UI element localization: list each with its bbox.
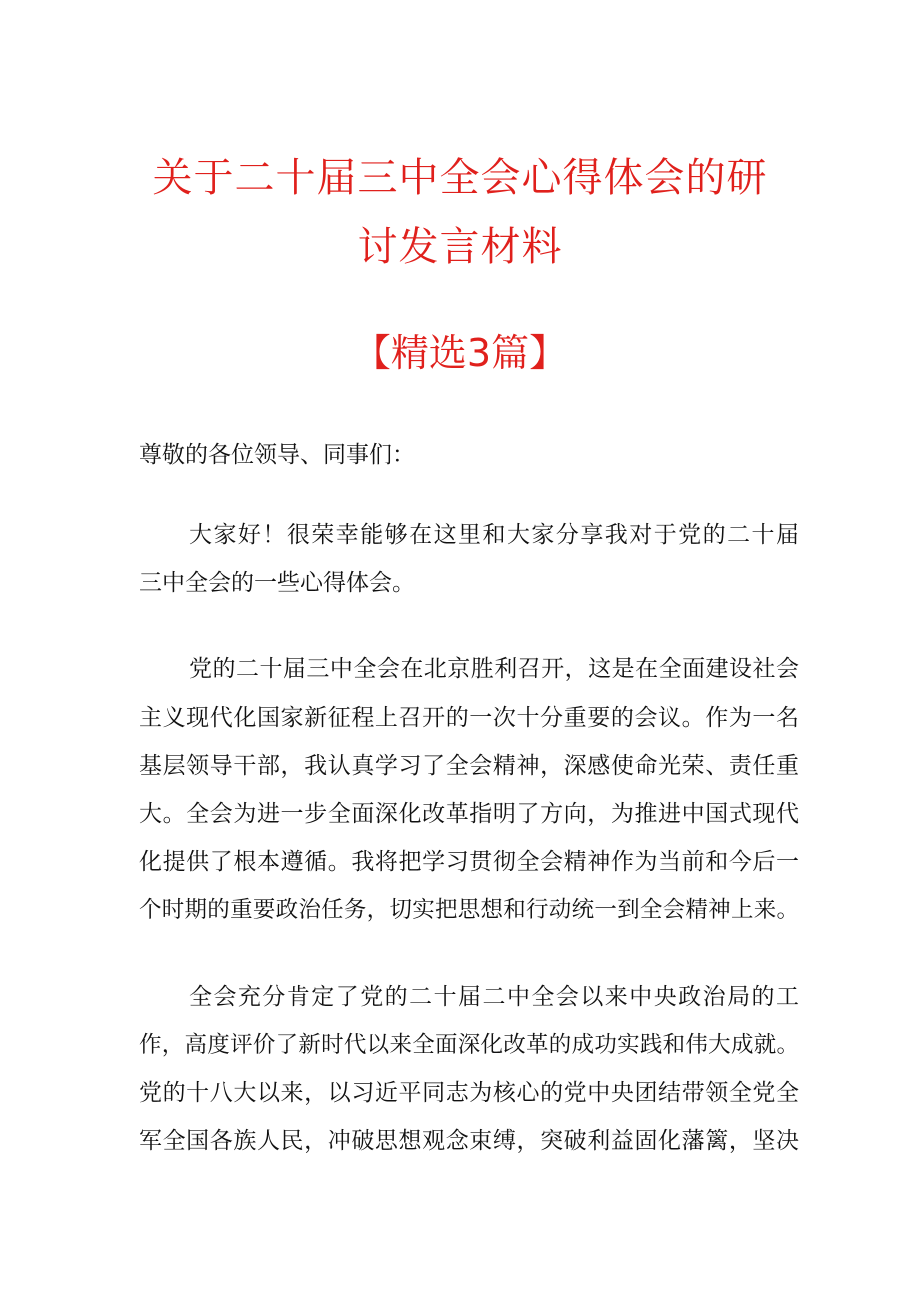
document-title-line-2: 讨发言材料 [357,224,563,270]
paragraph-2-line-6: 个时期的重要政治任务，切实把思想和行动统一到全会精神上来。 [139,897,799,923]
paragraph-2-line-2: 主义现代化国家新征程上召开的一次十分重要的会议。作为一名 [139,705,799,731]
paragraph-2-line-1: 党的二十届三中全会在北京胜利召开，这是在全面建设社会 [189,656,799,682]
paragraph-2-line-3: 基层领导干部，我认真学习了全会精神，深感使命光荣、责任重 [139,753,799,779]
paragraph-1-line-2: 三中全会的一些心得体会。 [139,570,415,596]
document-subtitle: 【精选3篇】 [352,331,568,375]
paragraph-1-line-1: 大家好！很荣幸能够在这里和大家分享我对于党的二十届 [189,522,799,548]
paragraph-3-line-1: 全会充分肯定了党的二十届二中全会以来中央政治局的工 [189,984,799,1010]
paragraph-3-line-3: 党的十八大以来，以习近平同志为核心的党中央团结带领全党全 [139,1080,799,1106]
paragraph-3-line-4: 军全国各族人民，冲破思想观念束缚，突破利益固化藩篱，坚决 [139,1128,799,1154]
salutation-line: 尊敬的各位领导、同事们： [139,442,415,468]
paragraph-2-line-5: 化提供了根本遵循。我将把学习贯彻全会精神作为当前和今后一 [139,849,799,875]
paragraph-2-line-4: 大。全会为进一步全面深化改革指明了方向，为推进中国式现代 [139,801,799,827]
document-title-line-1: 关于二十届三中全会心得体会的研 [152,155,768,201]
paragraph-3-line-2: 作，高度评价了新时代以来全面深化改革的成功实践和伟大成就。 [139,1032,799,1058]
